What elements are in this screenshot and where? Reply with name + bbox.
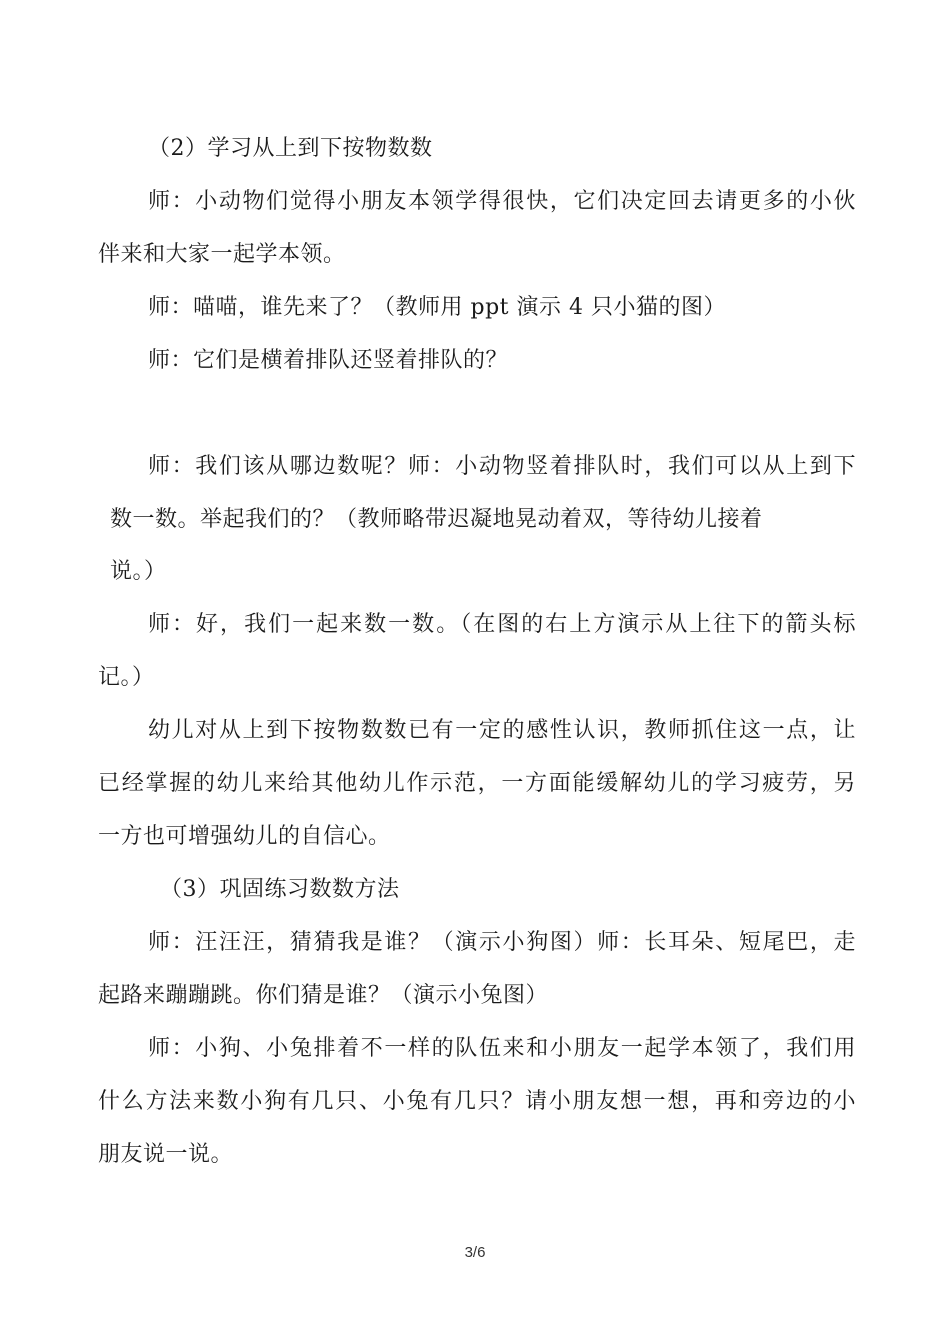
paragraph-line: 幼儿对从上到下按物数数已有一定的感性认识，教师抓住这一点，让 <box>148 718 856 743</box>
paragraph-line: 师：它们是横着排队还竖着排队的？ <box>148 348 509 373</box>
paragraph-line: 师：汪汪汪，猜猜我是谁？（演示小狗图）师：长耳朵、短尾巴，走 <box>148 930 856 955</box>
paragraph-line: 记。） <box>98 665 155 690</box>
paragraph-line: 朋友说一说。 <box>98 1142 234 1167</box>
paragraph-line: 师：小狗、小兔排着不一样的队伍来和小朋友一起学本领了，我们用 <box>148 1036 856 1061</box>
paragraph-line: 师：好，我们一起来数一数。（在图的右上方演示从上往下的箭头标 <box>148 612 856 637</box>
paragraph-line: 伴来和大家一起学本领。 <box>98 242 346 267</box>
paragraph-line: 师：我们该从哪边数呢？师：小动物竖着排队时，我们可以从上到下 <box>148 454 856 479</box>
paragraph-line: 师：小动物们觉得小朋友本领学得很快，它们决定回去请更多的小伙 <box>148 189 856 214</box>
paragraph-line: 起路来蹦蹦跳。你们猜是谁？（演示小兔图） <box>98 983 549 1008</box>
section-heading-3: （3）巩固练习数数方法 <box>160 877 400 902</box>
paragraph-line: 师：喵喵，谁先来了？（教师用 ppt 演示 4 只小猫的图） <box>148 295 726 320</box>
paragraph-line: 一方也可增强幼儿的自信心。 <box>98 824 391 849</box>
paragraph-line: 什么方法来数小狗有几只、小兔有几只？请小朋友想一想，再和旁边的小 <box>98 1089 856 1114</box>
paragraph-line: 已经掌握的幼儿来给其他幼儿作示范，一方面能缓解幼儿的学习疲劳，另 <box>98 771 856 796</box>
paragraph-line: 数一数。举起我们的？（教师略带迟凝地晃动着双，等待幼儿接着 <box>110 507 763 532</box>
section-heading-2: （2）学习从上到下按物数数 <box>148 136 433 161</box>
page-number: 3/6 <box>464 1244 486 1261</box>
paragraph-line: 说。） <box>110 559 167 584</box>
